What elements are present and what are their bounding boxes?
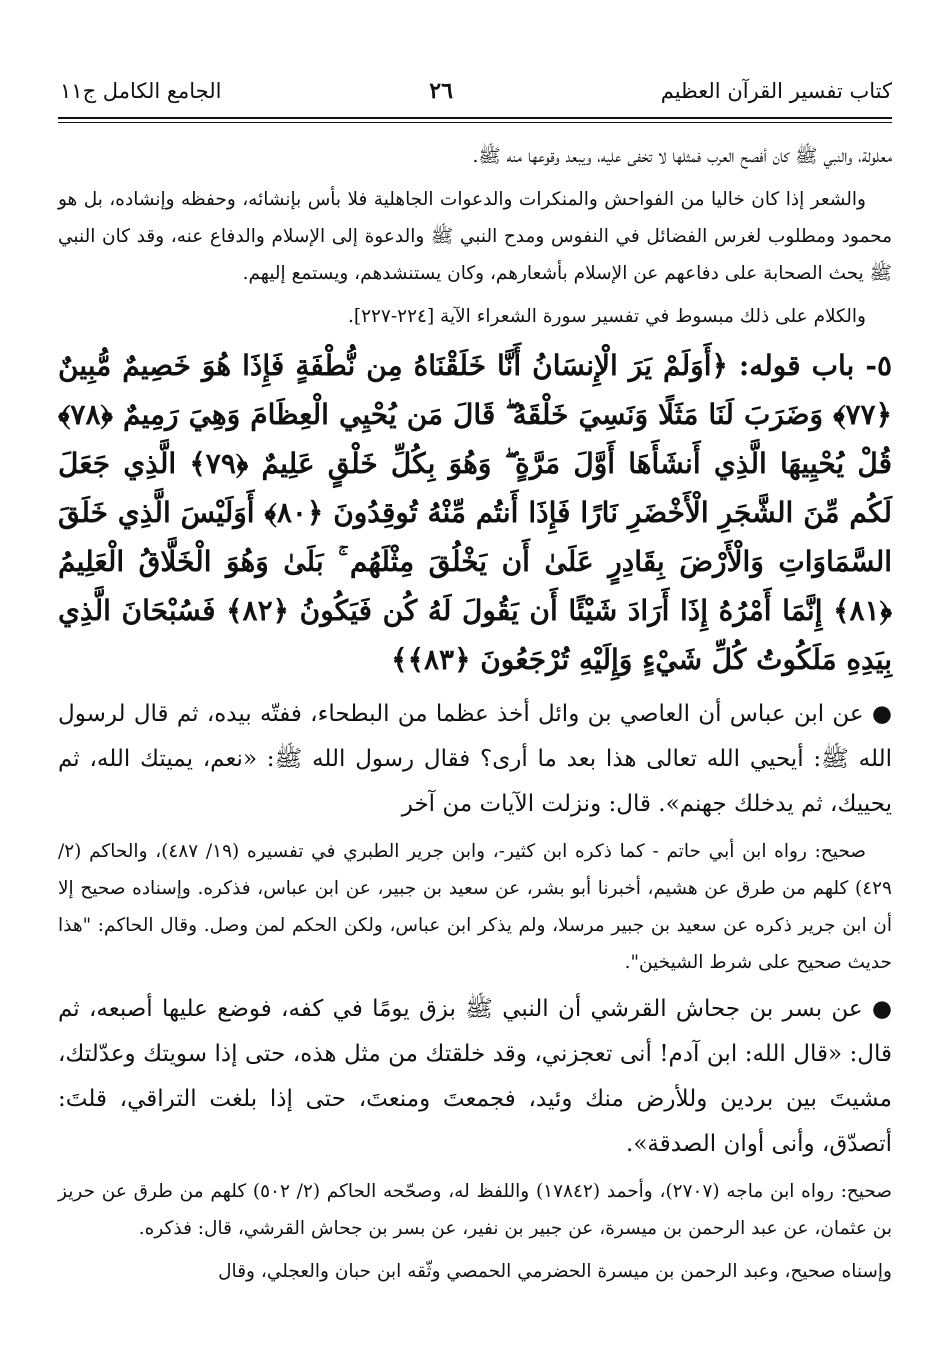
- chapter-heading: ٥- باب قوله:: [738, 349, 893, 382]
- hadith-text: ● عن ابن عباس أن العاصي بن وائل أخذ عظما من البطحاء، ففتّه بيده، ثم قال لرسول الله ﷺ: أيحيي الله تعالى هذا بعد ما أرى؟ فقال رسول الله ﷺ: «نعم، يميتك الله، ثم يحييك، ثم يدخلك جهنم». قال: ونزلت الآيات من آخر: [58, 701, 892, 817]
- takhrij-note: صحيح: رواه ابن ماجه (٢٧٠٧)، وأحمد (١٧٨٤٢) واللفظ له، وصحّحه الحاكم (٢/ ٥٠٢) كلهم من طرق عن حريز بن عثمان، عن عبد الرحمن بن ميسرة، عن جبير بن نفير، عن بسر بن جحاش القرشي، قال: فذكره.: [58, 1181, 892, 1239]
- takhrij-note: صحيح: رواه ابن أبي حاتم - كما ذكره ابن كثير-، وابن جرير الطبري في تفسيره (١٩/ ٤٨٧)، والحاكم (٢/ ٤٢٩) كلهم من طرق عن هشيم، أخبرنا أبو بشر، عن سعيد بن جبير، عن ابن عباس، فذكره. وإسناده صحيح إلا أن ابن جرير ذكره عن سعيد بن جبير مرسلا، ولم يذكر ابن عباس، ولكن الحكم لمن وصل. وقال الحاكم: "هذا حديث صحيح على شرط الشيخين".: [58, 841, 892, 973]
- page-body: [58, 138, 892, 1296]
- page-number: ٢٦: [429, 78, 453, 104]
- header-rule-thin: [58, 122, 892, 123]
- header-rule-thick: [58, 117, 892, 119]
- takhrij-note: وإسناه صحيح، وعبد الرحمن بن ميسرة الحضرمي الحمصي وثّقه ابن حبان والعجلي، وقال: [218, 1261, 892, 1282]
- volume-title: الجامع الكامل ج١١: [60, 79, 222, 103]
- quran-verse-block: [58, 341, 892, 684]
- hadith-text: ● عن بسر بن جحاش القرشي أن النبي ﷺ بزق يومًا في كفه، فوضع عليها أصبعه، ثم قال: «قال الله: ابن آدم! أنى تعجزني، وقد خلقتك من مثل هذه، حتى إذا سويتك وعدّلتك، مشيتَ بين بردين وللأرض منك وئيد، فجمعتَ ومنعتَ، حتى إذا بلغت التراقي، قلتَ: أتصدّق، وأنى أوان الصدقة».: [58, 996, 892, 1157]
- paragraph: والشعر إذا كان خاليا من الفواحش والمنكرات والدعوات الجاهلية فلا بأس بإنشائه، وحفظه وإنشاده، بل هو محمود ومطلوب لغرس الفضائل في النفوس ومدح النبي ﷺ والدعوة إلى الإسلام والدفاع عنه، وقد كان النبي ﷺ يحث الصحابة على دفاعهم عن الإسلام بأشعارهم، وكان يستنشدهم، ويستمع إليهم.: [58, 189, 892, 284]
- running-header: [60, 74, 892, 108]
- paragraph: والكلام على ذلك مبسوط في تفسير سورة الشعراء الآية [٢٢٤-٢٢٧].: [347, 306, 866, 327]
- quran-text: ﴿أَوَلَمْ يَرَ الْإِنسَانُ أَنَّا خَلَقْنَاهُ مِن نُّطْفَةٍ فَإِذَا هُوَ خَصِيمٌ مُّبِينٌ ﴿٧٧﴾ وَضَرَبَ لَنَا مَثَلًا وَنَسِيَ خَلْقَهُ ۖ قَالَ مَن يُحْيِي الْعِظَامَ وَهِيَ رَمِيمٌ ﴿٧٨﴾ قُلْ يُحْيِيهَا الَّذِي أَنشَأَهَا أَوَّلَ مَرَّةٍ ۖ وَهُوَ بِكُلِّ خَلْقٍ عَلِيمٌ ﴿٧٩﴾ الَّذِي جَعَلَ لَكُم مِّنَ الشَّجَرِ الْأَخْضَرِ نَارًا فَإِذَا أَنتُم مِّنْهُ تُوقِدُونَ ﴿٨٠﴾ أَوَلَيْسَ الَّذِي خَلَقَ السَّمَاوَاتِ وَالْأَرْضَ بِقَادِرٍ عَلَىٰ أَن يَخْلُقَ مِثْلَهُم ۚ بَلَىٰ وَهُوَ الْخَلَّاقُ الْعَلِيمُ ﴿٨١﴾ إِنَّمَا أَمْرُهُ إِذَا أَرَادَ شَيْئًا أَن يَقُولَ لَهُ كُن فَيَكُونُ ﴿٨٢﴾ فَسُبْحَانَ الَّذِي بِيَدِهِ مَلَكُوتُ كُلِّ شَيْءٍ وَإِلَيْهِ تُرْجَعُونَ ﴿٨٣﴾﴾: [58, 349, 893, 676]
- book-title: كتاب تفسير القرآن العظيم: [660, 79, 892, 103]
- paragraph: معلولة، والنبي ﷺ كان أفصح العرب فمثلها لا تخفى عليه، ويبعد وقوعها منه ﷺ.: [472, 146, 892, 167]
